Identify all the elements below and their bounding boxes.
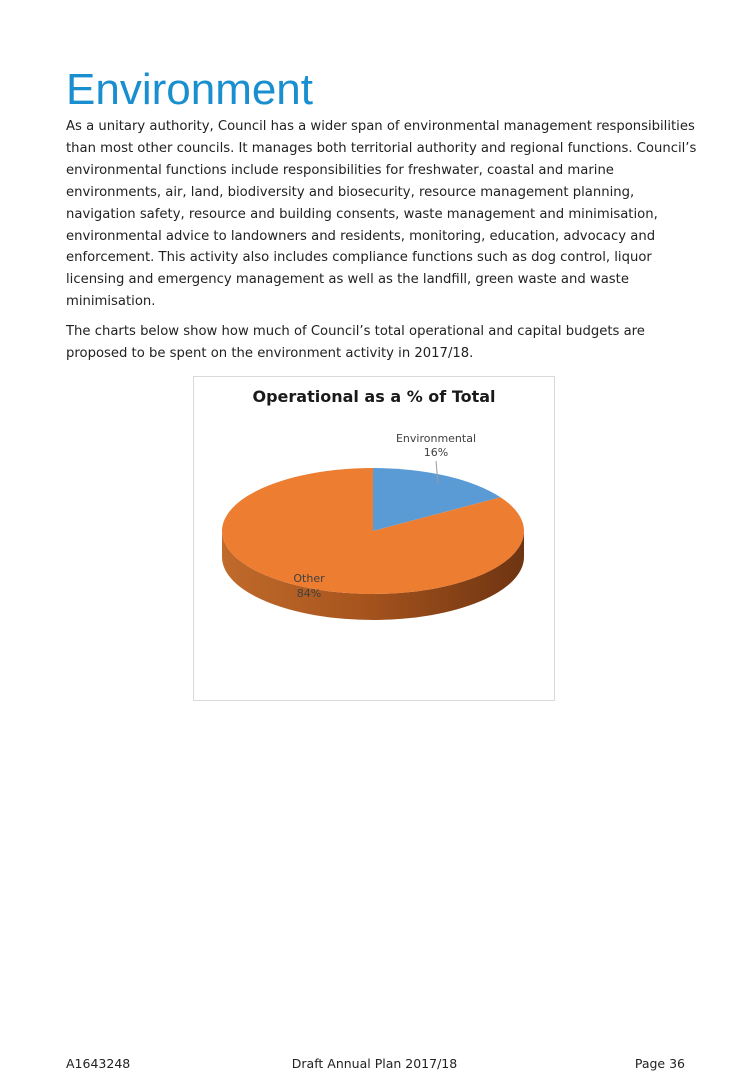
slice-label-environmental: Environmental [395, 432, 477, 445]
slice-label-other: Other [293, 572, 325, 585]
footer-document-id: A1643248 [66, 1056, 131, 1071]
footer-page-number: Page 36 [634, 1056, 685, 1071]
pie-chart [194, 377, 554, 700]
footer-document-title: Draft Annual Plan 2017/18 [291, 1056, 458, 1071]
page-title: Environment [66, 65, 314, 114]
slice-value-environmental: 16% [423, 446, 449, 459]
charts-description-paragraph: The charts below show how much of Council’s total operational and capital budgets are proposed to be spent on the environment activity in 2017/18. [66, 324, 645, 361]
pie-chart-frame [193, 376, 555, 701]
chart-title: Operational as a % of Total [252, 387, 496, 406]
slice-value-other: 84% [296, 587, 322, 600]
intro-paragraph: As a unitary authority, Council has a wider span of environmental management responsibilities than most other councils. It manages both territorial authority and regional functions. Council’s environmental functions include responsibilities for freshwater, coastal and marine environments, air, land, biodiversity and biosecurity, resource management planning, navigation safety, resource and building consents, waste management and minimisation, environmental advice to landowners and residents, monitoring, education, advocacy and enforcement. This activity also includes compliance functions such as dog control, liquor licensing and emergency management as well as the landfill, green waste and waste minimisation. [66, 119, 697, 310]
